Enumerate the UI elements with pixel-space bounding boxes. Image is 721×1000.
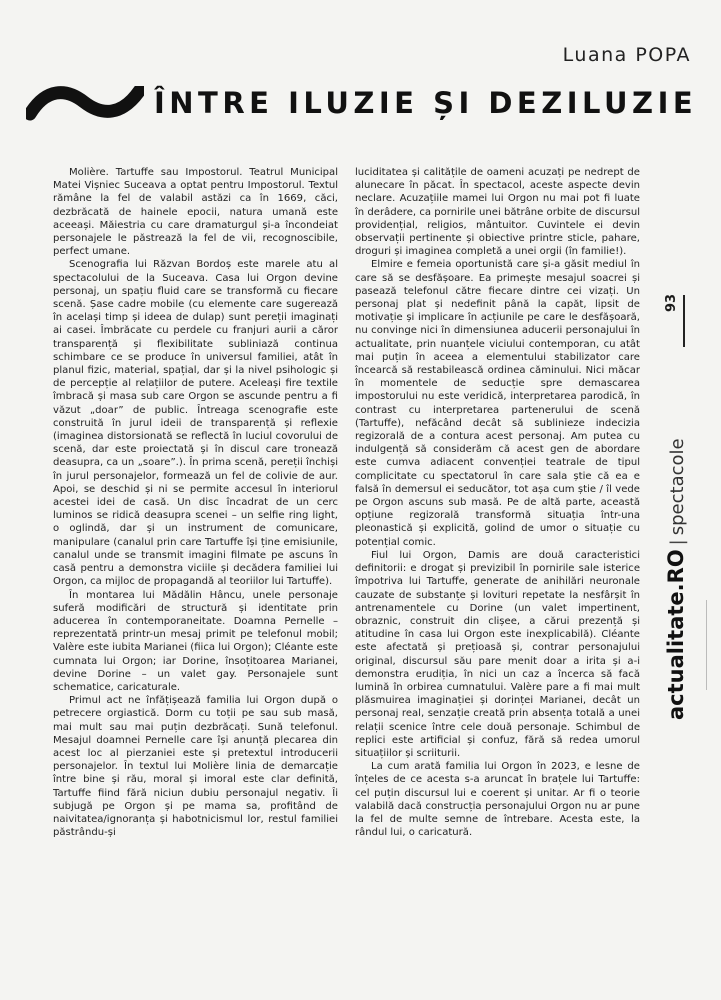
edge-rule [706, 600, 707, 690]
title-row [22, 78, 712, 126]
article-paragraph: luciditatea și calitățile de oameni acuzați pe nedrept de alunecare în păcat. În spectacol, aceste aspecte devin neclare. Acuzațiile mamei lui Orgon nu mai pot fi luate în derâdere, ca pornirile unei bătrâne orbite de discursul providențial, religios, mântuitor. Cuvintele ei devin observații pertinente și obiective printre sticle, pahare, droguri și imaginea completă a unei orgii (în familie!). [355, 167, 640, 258]
article-paragraph: În montarea lui Mădălin Hâncu, unele personaje suferă modificări de structură și identitate prin aducerea în contemporaneitate. Doamna Pernelle – reprezentată printr-un mesaj primit pe telefonul mobil; Valère este iubita Marianei (fiica lui Orgon); Cléante este cumnata lui Orgon; iar Dorine, însoțitoarea Marianei, devine Dorine – un valet gay. Personajele sunt schematice, caricaturale. [53, 589, 338, 693]
article-paragraph: Scenografia lui Răzvan Bordoș este marele atu al spectacolului de la Suceava. Casa lui Orgon devine personaj, un spațiu fluid care se transformă cu fiecare scenă. Șase cadre mobile (cu elemente care sugerează în același timp și ideea de dulap) sunt pereții imaginați ai casei. Îmbrăcate cu perdele cu franjuri aurii a căror transparență și flexibilitate subliniază continua schimbare ce se produce în universul familiei, atât în planul fizic, material, spațial, dar și la nivel psihologic și de percepție al relațiilor de putere. Aceleași fire textile îmbracă și masa sub care Orgon se ascunde pentru a fi văzut „doar” de public. Întreaga scenografie este construită în jurul ideii de transparență și reflexie (imaginea distorsionată se reflectă în luciul covorului de scenă, dar este proiectată și în discul care tronează deasupra, ca un „soare”.). În prima scenă, pereții închiși în jurul personajelor, formează un fel de colivie de aur. Apoi, se deschid și ni se permite accesul în interiorul acestei idei de casă. Un disc încadrat de un cerc luminos se ridică deasupra scenei – un selfie ring light, o oglindă, dar și un instrument de comunicare, manipulare (canalul prin care Tartuffe își ține emisiunile, canalul unde se transmit imagini filmate pe ascuns în casă pentru a demonstra viciile și decădera familiei lui Orgon, ca mijloc de propagandă al teoriilor lui Tartuffe). [53, 259, 338, 588]
tilde-ornament-icon [26, 86, 144, 122]
article-column-left [53, 166, 338, 839]
article-column-right [355, 166, 640, 839]
sidebar-running-head [664, 438, 688, 720]
section-name: spectacole [667, 438, 688, 536]
sidebar-rule [683, 295, 685, 347]
article-paragraph: Fiul lui Orgon, Damis are două caracteristici definitorii: e drogat și previzibil în pornirile sale isterice împotriva lui Tartuffe, generate de anihilări neuronale cauzate de substanțe și lovituri repetate la nesfârșit în antrenamentele cu Dorine (un valet impertinent, obraznic, construit din clișee, a cărui prezență și atitudine în casa lui Orgon este inexplicabilă). Cléante este afectată și prețioasă și, contrar personajului original, discursul său pare menit doar a irita și a-i demonstra erudiția, în nici un caz a încerca să facă lumină în orbirea cumnatului. Valère pare a fi mai mult plăsmuirea imaginației și dorinței Marianei, decât un personaj real, senzație creată prin absența totală a unei relații scenice între cele două personaje. Schimbul de replici este artificial și confuz, fără să redea umorul situațiilor și scriiturii. [355, 549, 640, 759]
article-title: ÎNTRE ILUZIE ȘI DEZILUZIE [154, 86, 698, 120]
article-paragraph: La cum arată familia lui Orgon în 2023, e lesne de înțeles de ce acesta s-a aruncat în brațele lui Tartuffe: cel puțin discursul lui e coerent și unitar. Ar fi o teorie valabilă dacă construcția personajului Orgon nu ar pune la fel de multe semne de întrebare. Acesta este, la rândul lui, o caricatură. [355, 761, 640, 839]
author-name: Luana POPA [562, 44, 691, 66]
sidebar-separator: | [667, 539, 688, 546]
page-number: 93 [664, 293, 679, 312]
article-paragraph: Molière. Tartuffe sau Impostorul. Teatrul Municipal Matei Vișniec Suceava a optat pentru Impostorul. Textul rămâne la fel de valabil astăzi ca în 1669, căci, dezbrăcată de hainele epocii, natura umană este aceeași. Măiestria cu care dramaturgul și-a încondeiat personajele le păstrează la fel de vii, recognoscibile, perfect umane. [53, 167, 338, 258]
article-paragraph: Elmire e femeia oportunistă care și-a găsit mediul în care să se desfășoare. Ea primește mesajul soacrei și pasează telefonul către fiecare dintre cei vizați. Un personaj plat și nedefinit până la capăt, lipsit de motivație și implicare în acțiunile pe care le desfășoară, nu convinge nici în dimensiunea aducerii personajului în actualitate, prin nuanțele viciului contemporan, cu atât mai puțin în aceea a elementului stabilizator care încearcă să restabilească ordinea căminului. Nici măcar în momentele de seducție spre demascarea impostorului nu este veridică, interpretarea parodică, în contrast cu interpretarea partenerului de scenă (Tartuffe), nefăcând decât să sublinieze indecizia regizorală de a contura acest personaj. Am putea cu indulgență să considerăm că acest gen de abordare este cumva adiacent convenției teatrale de tipul complicitate cu spectatorul în care sala știe că ea e falsă în demersul ei seducător, tot așa cum știe / îl vede pe Orgon ascuns sub masă. Pe de altă parte, această opțiune regizorală transformă situația într-una pleonastică și explicită, golind de umor o situație cu potențial comic. [355, 259, 640, 548]
site-name: actualitate.RO [664, 549, 688, 720]
article-paragraph: Primul act ne înfățișează familia lui Orgon după o petrecere orgiastică. Dorm cu toții pe sau sub masă, mai mult sau mai puțin dezbrăcați. Sună telefonul. Mesajul doamnei Pernelle care își anunță plecarea din acest loc al pierzaniei este și pretextul introducerii personajelor. În textul lui Molière linia de demarcație între bine și rău, moral și imoral este clar definită, Tartuffe fiind fără niciun dubiu personajul negativ. Îi subjugă pe Orgon și pe mama sa, profitând de naivitatea/ignoranța și habotnicismul lor, restul familiei păstrându-și [53, 695, 338, 839]
